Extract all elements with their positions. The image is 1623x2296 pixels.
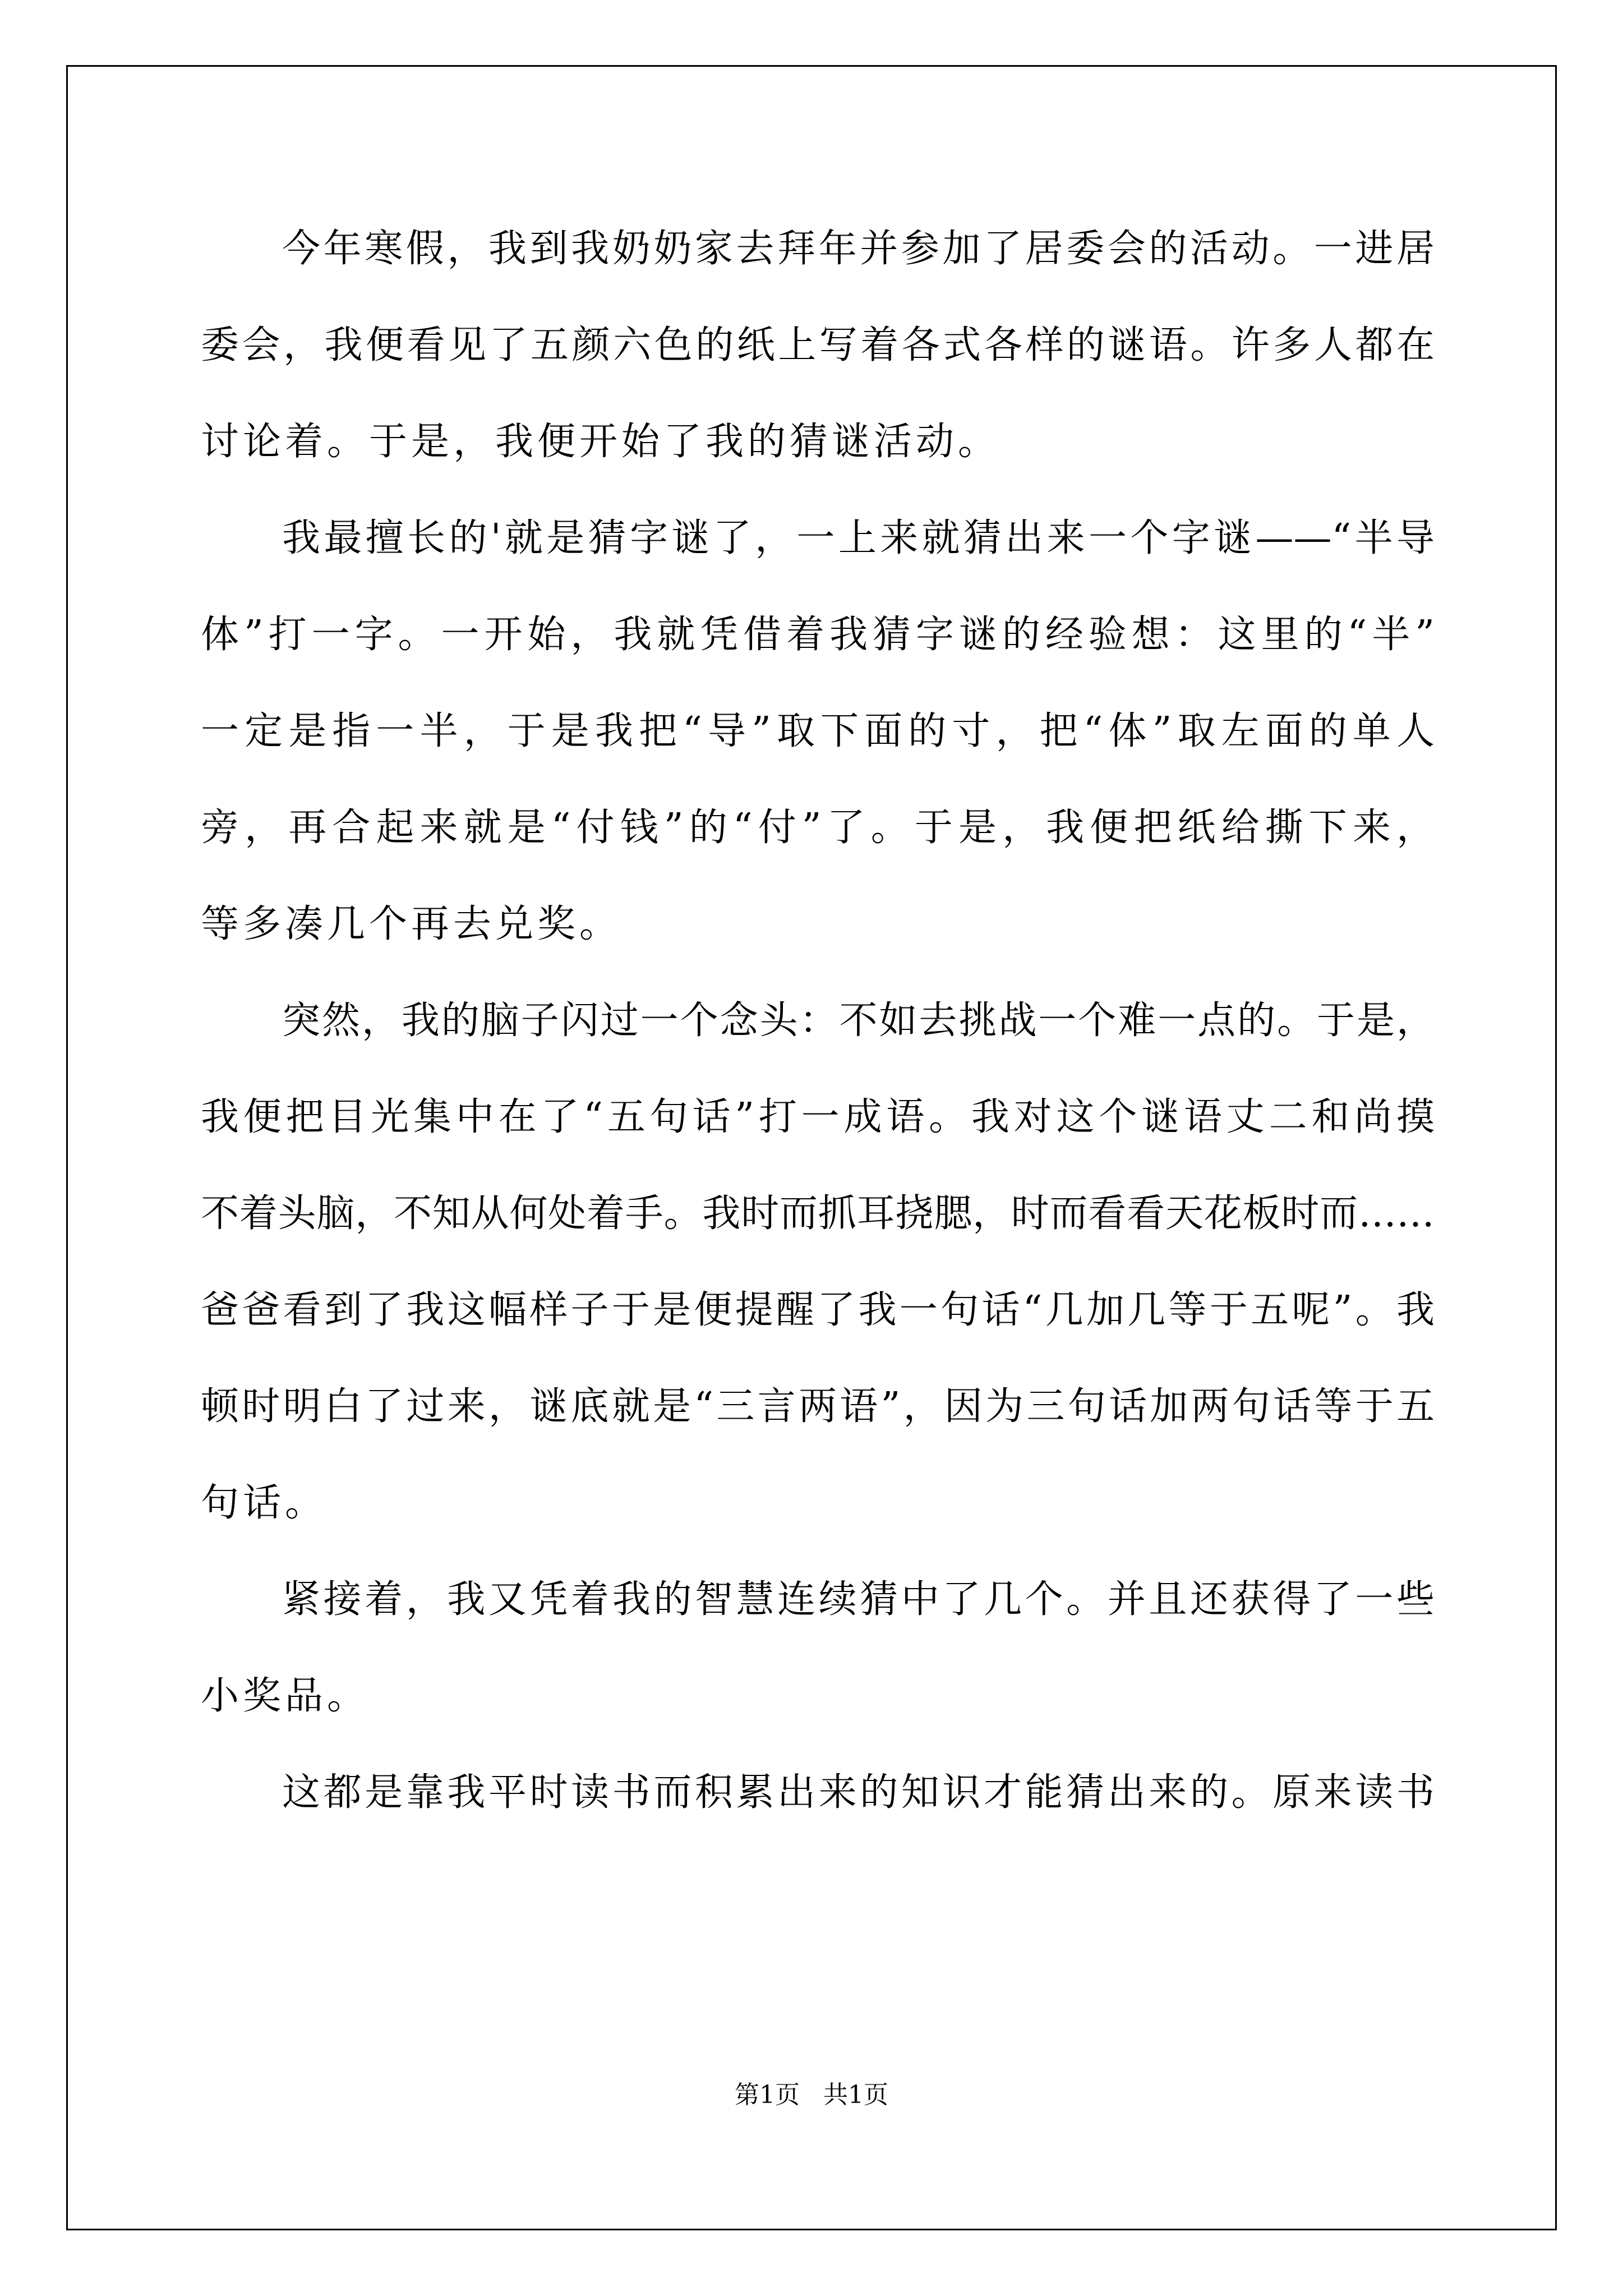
document-body bbox=[201, 201, 1435, 1841]
paragraph-1-line-2: 委会，我便看见了五颜六色的纸上写着各式各样的谜语。许多人都在 bbox=[201, 323, 1435, 367]
paragraph-3-line-4: 爸爸看到了我这幅样子于是便提醒了我一句话“几加几等于五呢”。我 bbox=[201, 1288, 1435, 1332]
page-footer bbox=[0, 2074, 1623, 2110]
paragraph-1-line-3: 讨论着。于是，我便开始了我的猜谜活动。 bbox=[201, 420, 1000, 464]
paragraph-4-line-1: 紧接着，我又凭着我的智慧连续猜中了几个。并且还获得了一些 bbox=[282, 1577, 1435, 1622]
paragraph-1-line-1: 今年寒假，我到我奶奶家去拜年并参加了居委会的活动。一进居 bbox=[282, 227, 1435, 271]
paragraph-3-line-5: 顿时明白了过来，谜底就是“三言两语”，因为三句话加两句话等于五 bbox=[201, 1384, 1435, 1429]
paragraph-2-line-3: 一定是指一半，于是我把“导”取下面的寸，把“体”取左面的单人 bbox=[201, 709, 1435, 753]
paragraph-2-line-4: 旁，再合起来就是“付钱”的“付”了。于是，我便把纸给撕下来， bbox=[201, 806, 1435, 850]
paragraph-2-line-5: 等多凑几个再去兑奖。 bbox=[201, 902, 622, 946]
paragraph-3-line-1: 突然，我的脑子闪过一个念头：不如去挑战一个难一点的。于是， bbox=[282, 999, 1435, 1043]
paragraph-3-line-6: 句话。 bbox=[201, 1481, 328, 1525]
paragraph-4-line-2: 小奖品。 bbox=[201, 1674, 370, 1718]
page-number-label: 第1页 共1页 bbox=[735, 2081, 888, 2109]
paragraph-3-line-3: 不着头脑，不知从何处着手。我时而抓耳挠腮，时而看看天花板时而…… bbox=[201, 1191, 1435, 1236]
paragraph-3-line-2: 我便把目光集中在了“五句话”打一成语。我对这个谜语丈二和尚摸 bbox=[201, 1095, 1435, 1139]
paragraph-5-line-1: 这都是靠我平时读书而积累出来的知识才能猜出来的。原来读书 bbox=[282, 1770, 1435, 1815]
paragraph-2-line-2: 体”打一字。一开始，我就凭借着我猜字谜的经验想：这里的“半” bbox=[201, 613, 1435, 657]
paragraph-2-line-1: 我最擅长的'就是猜字谜了，一上来就猜出来一个字谜——“半导 bbox=[282, 516, 1435, 560]
